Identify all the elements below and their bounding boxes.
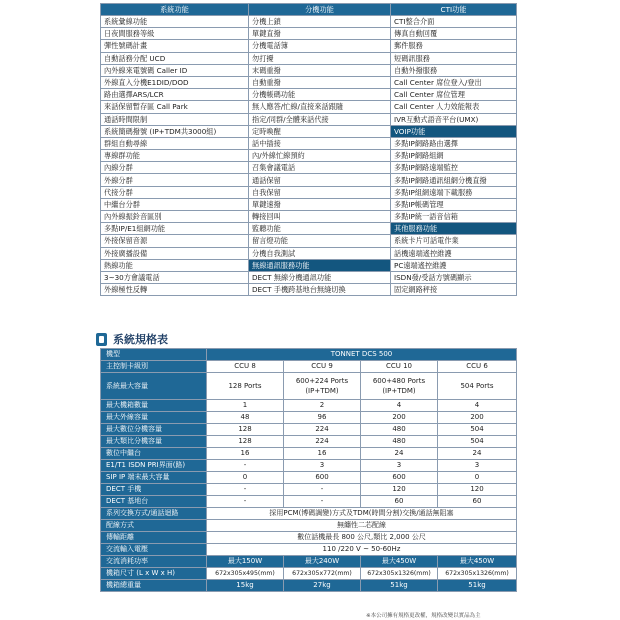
extension-feature-cell: 內/外線忙線預約 (249, 150, 391, 162)
spec-value-cell: 3 (284, 460, 361, 472)
spec-value-cell: 16 (207, 448, 284, 460)
extension-feature-cell: 指定/同群/全體來話代接 (249, 113, 391, 125)
feature-row (101, 137, 517, 149)
section-icon (96, 333, 107, 346)
model-label: 機型 (101, 349, 207, 361)
system-feature-cell: 多點IP/E1組網功能 (101, 223, 249, 235)
extension-feature-cell: 召集會議電話 (249, 162, 391, 174)
spec-row-label: 最大機箱數量 (101, 400, 207, 412)
cti-feature-cell: 自動外撥服務 (391, 64, 517, 76)
spec-row-label: 最大數位分機容量 (101, 424, 207, 436)
cti-feature-cell: 多點IP網路通訊組網分機直撥 (391, 174, 517, 186)
spec-value-cell: 128 (207, 424, 284, 436)
spec-value-cell: 60 (438, 496, 517, 508)
header-cti: CTI功能 (391, 4, 517, 16)
cti-feature-cell: 傳真自動回覆 (391, 28, 517, 40)
cti-feature-cell: ISDN發/受話方號碼顯示 (391, 271, 517, 283)
feature-table-body (101, 16, 517, 296)
spec-value-cell: 224 (284, 424, 361, 436)
spec-value-cell: 16 (284, 448, 361, 460)
spec-value-cell: 4 (361, 400, 438, 412)
ccu-cell: CCU 8 (207, 361, 284, 373)
system-feature-cell: 系統彙線功能 (101, 16, 249, 28)
system-feature-cell: 專線群功能 (101, 150, 249, 162)
spec-row-capacity (101, 373, 517, 400)
control-label: 主控制卡級別 (101, 361, 207, 373)
weight-label: 機箱總重量 (101, 580, 207, 592)
spec-value-cell: 200 (361, 412, 438, 424)
cti-feature-cell: VOIP功能 (391, 125, 517, 137)
extension-feature-cell: 監聽功能 (249, 223, 391, 235)
extension-feature-cell: 無人應答/忙線/直接來話跟隨 (249, 101, 391, 113)
feature-row (101, 198, 517, 210)
spec-row-label: E1/T1 ISDN PRI界面(路) (101, 460, 207, 472)
spec-value-cell: - (284, 496, 361, 508)
spec-value-cell: - (207, 460, 284, 472)
consumption-label: 交流消耗功率 (101, 556, 207, 568)
spec-row (101, 436, 517, 448)
spec-row-power (101, 544, 517, 556)
feature-table-header (101, 4, 517, 16)
size-cell: 672x305x1326(mm) (361, 568, 438, 580)
feature-row (101, 64, 517, 76)
spec-value-cell: 24 (438, 448, 517, 460)
feature-row (101, 76, 517, 88)
system-feature-cell: 外接廣播設備 (101, 247, 249, 259)
cti-feature-cell: CTI整合介面 (391, 16, 517, 28)
feature-row (101, 247, 517, 259)
spec-row-model (101, 349, 517, 361)
system-feature-cell: 路由選擇ARS/LCR (101, 89, 249, 101)
extension-feature-cell: 末碼重撥 (249, 64, 391, 76)
spec-row (101, 412, 517, 424)
spec-row (101, 472, 517, 484)
spec-value-cell: 120 (438, 484, 517, 496)
cabling-label: 配線方式 (101, 520, 207, 532)
extension-feature-cell: DECT 無線分機通訊功能 (249, 271, 391, 283)
ccu-cell: CCU 9 (284, 361, 361, 373)
feature-row (101, 211, 517, 223)
feature-row (101, 40, 517, 52)
consumption-cell: 最大450W (361, 556, 438, 568)
system-feature-cell: 通話時間限制 (101, 113, 249, 125)
system-feature-cell: 代接分群 (101, 186, 249, 198)
spec-row-label: 最大外線容量 (101, 412, 207, 424)
extension-feature-cell: 分機電話簿 (249, 40, 391, 52)
spec-value-cell: 600 (284, 472, 361, 484)
cti-feature-cell: 多點IP組網遠端下載服務 (391, 186, 517, 198)
cti-feature-cell: 其他服務功能 (391, 223, 517, 235)
header-extension: 分機功能 (249, 4, 391, 16)
system-feature-cell: 日夜間服務等級 (101, 28, 249, 40)
spec-row-weight (101, 580, 517, 592)
extension-feature-cell: 分機自我測試 (249, 247, 391, 259)
consumption-cell: 最大240W (284, 556, 361, 568)
size-cell: 672x305x1326(mm) (438, 568, 517, 580)
feature-table (100, 3, 517, 296)
cti-feature-cell: PC遠端遙控維護 (391, 259, 517, 271)
capacity-cell: 504 Ports (438, 373, 517, 400)
spec-value-cell: 1 (207, 400, 284, 412)
extension-feature-cell: 無線通訊服務功能 (249, 259, 391, 271)
spec-value-cell: 480 (361, 436, 438, 448)
system-feature-cell: 內外線振鈴音區別 (101, 211, 249, 223)
spec-row-label: 數位中繼台 (101, 448, 207, 460)
cti-feature-cell: 多點IP網路路由選擇 (391, 137, 517, 149)
spec-table-rows (101, 400, 517, 508)
extension-feature-cell: 通話保留 (249, 174, 391, 186)
ccu-cell: CCU 10 (361, 361, 438, 373)
spec-row-label: DECT 基地台 (101, 496, 207, 508)
extension-feature-cell: 留言燈功能 (249, 235, 391, 247)
capacity-cell: 600+224 Ports (IP+TDM) (284, 373, 361, 400)
size-cell: 672x305x495(mm) (207, 568, 284, 580)
system-feature-cell: 3~30方會議電話 (101, 271, 249, 283)
cti-feature-cell: Call Center 席位管理 (391, 89, 517, 101)
distance-value: 數位話機最長 800 公尺,類比 2,000 公尺 (207, 532, 517, 544)
spec-value-cell: 4 (438, 400, 517, 412)
spec-value-cell: 480 (361, 424, 438, 436)
spec-value-cell: 60 (361, 496, 438, 508)
feature-row (101, 223, 517, 235)
spec-row-label: DECT 手機 (101, 484, 207, 496)
system-feature-cell: 系統簡碼撥號 (IP+TDM共3000組) (101, 125, 249, 137)
feature-row (101, 113, 517, 125)
cti-feature-cell: 短碼訊服務 (391, 52, 517, 64)
cti-feature-cell: IVR互動式語音平台(UMX) (391, 113, 517, 125)
spec-value-cell: 2 (284, 400, 361, 412)
switching-value: 採用PCM(博碼調變)方式及TDM(時間分割)交換/通話無阻塞 (207, 508, 517, 520)
system-feature-cell: 群組自動尋線 (101, 137, 249, 149)
cti-feature-cell: 多點IP網路遠端監控 (391, 162, 517, 174)
extension-feature-cell: 分機上鎖 (249, 16, 391, 28)
spec-row (101, 400, 517, 412)
spec-row (101, 424, 517, 436)
system-feature-cell: 中繼台分群 (101, 198, 249, 210)
system-feature-cell: 來話保留暫存區 Call Park (101, 101, 249, 113)
spec-value-cell: 0 (207, 472, 284, 484)
spec-value-cell: 128 (207, 436, 284, 448)
power-label: 交流輸入電壓 (101, 544, 207, 556)
spec-row (101, 484, 517, 496)
extension-feature-cell: 自我保留 (249, 186, 391, 198)
cti-feature-cell: 固定網路秤接 (391, 284, 517, 296)
feature-row (101, 271, 517, 283)
capacity-cell: 128 Ports (207, 373, 284, 400)
system-feature-cell: 內外線來電號碼 Caller ID (101, 64, 249, 76)
feature-row (101, 89, 517, 101)
capacity-label: 系統最大容量 (101, 373, 207, 400)
feature-row (101, 101, 517, 113)
extension-feature-cell: 單鍵直撥 (249, 28, 391, 40)
spec-value-cell: 600 (361, 472, 438, 484)
extension-feature-cell: 分機帳碼功能 (249, 89, 391, 101)
distance-label: 傳輸距離 (101, 532, 207, 544)
spec-row-consumption (101, 556, 517, 568)
weight-cell: 27kg (284, 580, 361, 592)
system-feature-cell: 外線分群 (101, 174, 249, 186)
feature-row (101, 52, 517, 64)
footnote: ※本公司擁有規格更改權，規格改變以實品為主 (366, 613, 481, 619)
feature-row (101, 162, 517, 174)
spec-value-cell: 0 (438, 472, 517, 484)
weight-cell: 51kg (438, 580, 517, 592)
feature-row (101, 259, 517, 271)
cti-feature-cell: 多點IP帳碼管理 (391, 198, 517, 210)
feature-row (101, 284, 517, 296)
weight-cell: 51kg (361, 580, 438, 592)
extension-feature-cell: 話中插接 (249, 137, 391, 149)
spec-row-control (101, 361, 517, 373)
model-value: TONNET DCS 500 (207, 349, 517, 361)
spec-row-cabling (101, 520, 517, 532)
cti-feature-cell: 多點IP統一語音信箱 (391, 211, 517, 223)
spec-value-cell: 3 (361, 460, 438, 472)
feature-row (101, 28, 517, 40)
weight-cell: 15kg (207, 580, 284, 592)
extension-feature-cell: 轉接回叫 (249, 211, 391, 223)
power-value: 110 /220 V ~ 50-60Hz (207, 544, 517, 556)
spec-row (101, 448, 517, 460)
spec-value-cell: - (284, 484, 361, 496)
feature-row (101, 174, 517, 186)
size-label: 機箱尺寸 (L x W x H) (101, 568, 207, 580)
spec-value-cell: 224 (284, 436, 361, 448)
extension-feature-cell: 單鍵速撥 (249, 198, 391, 210)
spec-row-size (101, 568, 517, 580)
spec-section-heading (96, 331, 168, 347)
spec-value-cell: 96 (284, 412, 361, 424)
system-feature-cell: 自動話務分配 UCD (101, 52, 249, 64)
cti-feature-cell: Call Center 人力效能報表 (391, 101, 517, 113)
spec-value-cell: 504 (438, 436, 517, 448)
spec-value-cell: 200 (438, 412, 517, 424)
feature-row (101, 186, 517, 198)
spec-value-cell: 24 (361, 448, 438, 460)
system-feature-cell: 外線極性反轉 (101, 284, 249, 296)
spec-row-label: 最大類比分機容量 (101, 436, 207, 448)
system-feature-cell: 熱線功能 (101, 259, 249, 271)
system-feature-cell: 彈性號碼計畫 (101, 40, 249, 52)
spec-value-cell: 3 (438, 460, 517, 472)
feature-row (101, 16, 517, 28)
extension-feature-cell: 定時喚醒 (249, 125, 391, 137)
system-feature-cell: 外線直入分機E1DID/DOD (101, 76, 249, 88)
spec-row-distance (101, 532, 517, 544)
spec-value-cell: 120 (361, 484, 438, 496)
cti-feature-cell: 話機遠端遙控維護 (391, 247, 517, 259)
spec-value-cell: - (207, 496, 284, 508)
spec-row-label: SIP IP 端末最大容量 (101, 472, 207, 484)
spec-table (100, 348, 517, 592)
feature-row (101, 125, 517, 137)
consumption-cell: 最大450W (438, 556, 517, 568)
switching-label: 系列交換方式/通話迴路 (101, 508, 207, 520)
cti-feature-cell: 系統卡片可話電作業 (391, 235, 517, 247)
cti-feature-cell: 郵件服務 (391, 40, 517, 52)
section-title: 系統規格表 (113, 333, 168, 346)
extension-feature-cell: 自動重撥 (249, 76, 391, 88)
spec-value-cell: 504 (438, 424, 517, 436)
feature-row (101, 235, 517, 247)
extension-feature-cell: 勿打擾 (249, 52, 391, 64)
system-feature-cell: 外接保留音源 (101, 235, 249, 247)
spec-value-cell: 48 (207, 412, 284, 424)
spec-row (101, 460, 517, 472)
size-cell: 672x305x772(mm) (284, 568, 361, 580)
spec-row-switching (101, 508, 517, 520)
header-system: 系統功能 (101, 4, 249, 16)
consumption-cell: 最大150W (207, 556, 284, 568)
capacity-cell: 600+480 Ports (IP+TDM) (361, 373, 438, 400)
system-feature-cell: 內線分群 (101, 162, 249, 174)
cti-feature-cell: 多點IP網路組網 (391, 150, 517, 162)
cti-feature-cell: Call Center 席位登入/登出 (391, 76, 517, 88)
feature-row (101, 150, 517, 162)
spec-row (101, 496, 517, 508)
ccu-cell: CCU 6 (438, 361, 517, 373)
cabling-value: 無纏性二芯配線 (207, 520, 517, 532)
spec-value-cell: - (207, 484, 284, 496)
extension-feature-cell: DECT 手機跨基地台無縫切換 (249, 284, 391, 296)
